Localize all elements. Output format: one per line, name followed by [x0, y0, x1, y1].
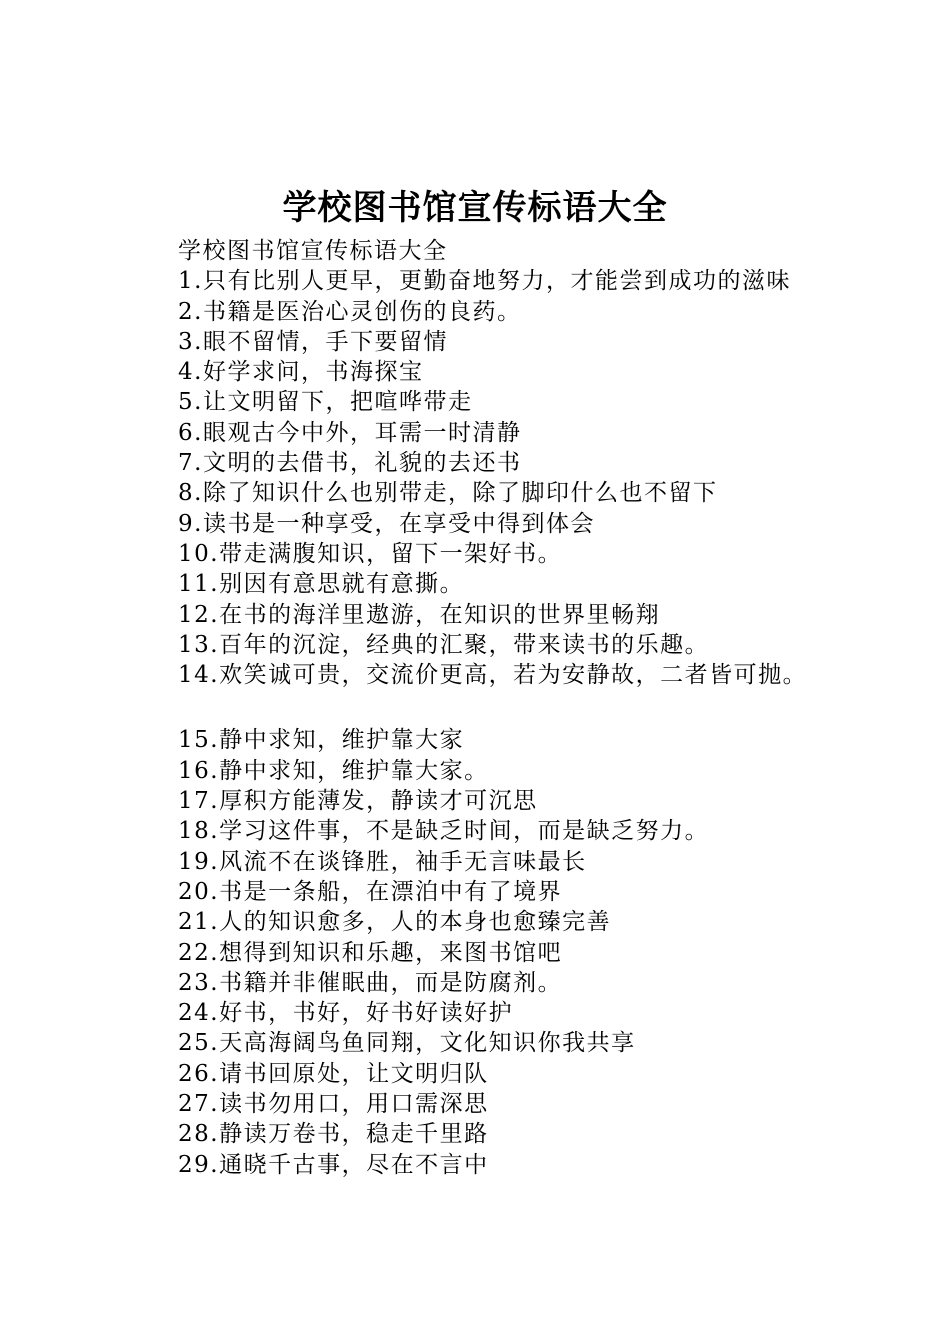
slogan-item: 27.读书勿用口，用口需深思	[178, 1091, 489, 1118]
slogan-list-part-1	[178, 266, 898, 690]
slogan-item: 19.风流不在谈锋胜，袖手无言味最长	[178, 848, 587, 875]
slogan-item: 7.文明的去借书，礼貌的去还书	[178, 450, 522, 477]
slogan-item: 15.静中求知，维护靠大家	[178, 727, 465, 754]
slogan-item: 22.想得到知识和乐趣，来图书馆吧	[178, 939, 563, 966]
slogan-item: 16.静中求知，维护靠大家。	[178, 757, 489, 784]
slogan-item: 9.读书是一种享受，在享受中得到体会	[178, 510, 595, 537]
slogan-item: 28.静读万卷书，稳走千里路	[178, 1121, 489, 1148]
slogan-item: 10.带走满腹知识，留下一架好书。	[178, 540, 563, 567]
slogan-list-part-2	[178, 725, 898, 1179]
slogan-item: 8.除了知识什么也别带走，除了脚印什么也不留下	[178, 480, 718, 507]
slogan-item: 26.请书回原处，让文明归队	[178, 1060, 489, 1087]
slogan-item: 17.厚积方能薄发，静读才可沉思	[178, 788, 538, 815]
slogan-item: 23.书籍并非催眠曲，而是防腐剂。	[178, 969, 563, 996]
slogan-item: 25.天高海阔鸟鱼同翔，文化知识你我共享	[178, 1030, 636, 1057]
slogan-item: 11.别因有意思就有意撕。	[178, 571, 465, 598]
slogan-item: 4.好学求问，书海探宝	[178, 359, 424, 386]
slogan-item: 29.通晓千古事，尽在不言中	[178, 1151, 489, 1178]
slogan-item: 21.人的知识愈多，人的本身也愈臻完善	[178, 909, 612, 936]
slogan-item: 12.在书的海洋里遨游，在知识的世界里畅翔	[178, 601, 661, 628]
slogan-item: 1.只有比别人更早，更勤奋地努力，才能尝到成功的滋味	[178, 268, 791, 295]
paragraph-spacer	[178, 690, 898, 725]
slogan-item: 20.书是一条船，在漂泊中有了境界	[178, 878, 563, 905]
slogan-item: 13.百年的沉淀，经典的汇聚，带来读书的乐趣。	[178, 631, 710, 658]
document-body	[178, 236, 898, 1180]
slogan-item: 24.好书，书好，好书好读好护	[178, 1000, 514, 1027]
slogan-item: 6.眼观古今中外，耳需一时清静	[178, 419, 522, 446]
slogan-item: 14.欢笑诚可贵，交流价更高，若为安静故，二者皆可抛。	[178, 662, 808, 689]
slogan-item: 18.学习这件事，不是缺乏时间，而是缺乏努力。	[178, 818, 710, 845]
slogan-item: 5.让文明留下，把喧哗带走	[178, 389, 473, 416]
document-title: 学校图书馆宣传标语大全	[282, 188, 668, 228]
slogan-item: 3.眼不留情，手下要留情	[178, 328, 448, 355]
document-subtitle: 学校图书馆宣传标语大全	[178, 238, 448, 264]
slogan-item: 2.书籍是医治心灵创伤的良药。	[178, 298, 522, 325]
